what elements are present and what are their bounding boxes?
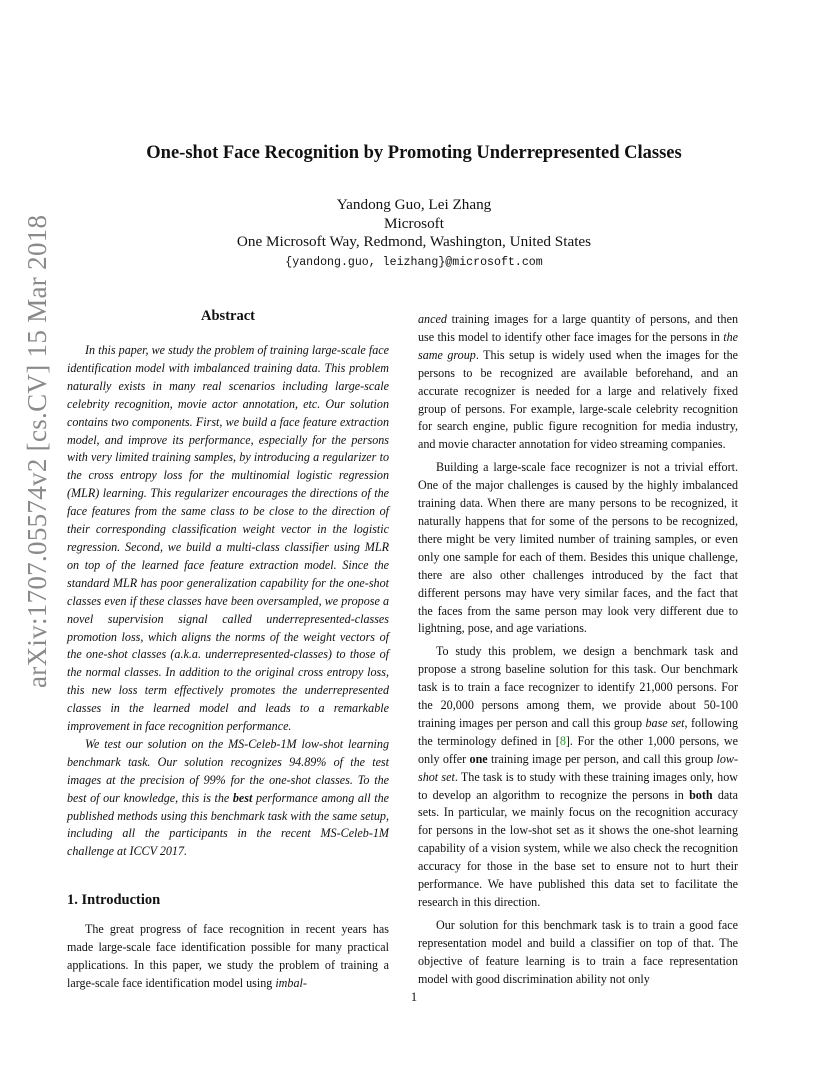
author-affiliation: Microsoft (384, 214, 444, 232)
abstract-paragraph-2: We test our solution on the MS-Celeb-1M low-shot learning benchmark task. Our solution recognizes 94.89% of the test images at the precision of 99% for the one-shot classes. To the best of our knowledge, this is the best performance among all the published methods using this benchmark task with the same setup, including all the participants in the recent MS-Celeb-1M challenge at ICCV 2017. (67, 736, 389, 859)
abstract-heading: Abstract (201, 308, 255, 324)
author-email: {yandong.guo, leizhang}@microsoft.com (285, 256, 543, 269)
citation-link[interactable]: 8 (559, 733, 566, 748)
abstract (67, 306, 389, 861)
intro-paragraph-1: The great progress of face recognition in recent years has made large-scale face identification possible for many practical applications. In this paper, we study the problem of training a large-scale face identification model using imbal- (67, 922, 389, 990)
author-block (0, 196, 828, 252)
paper-title: One-shot Face Recognition by Promoting Underrepresented Classes (146, 143, 682, 163)
page-number: 1 (410, 990, 418, 1004)
left-column (67, 306, 389, 993)
intro-paragraph-1-continued: anced training images for a large quantity of persons, and then use this model to identify other face images for the persons in the same group. This setup is widely used when the images for the persons to be recognized are available beforehand, and an accurate recognizer is needed for a large and relatively fixed group of persons. For example, large-scale celebrity recognition for search engine, public figure recognition for media industry, and movie character annotation for video streaming companies. (418, 312, 738, 452)
author-names: Yandong Guo, Lei Zhang (336, 196, 492, 213)
author-address: One Microsoft Way, Redmond, Washington, United States (236, 233, 592, 250)
intro-paragraph-2: Building a large-scale face recognizer is not a trivial effort. One of the major challenges is caused by the highly imbalanced training data. When there are many persons to be recognized, it naturally happens that for some of the persons to be recognized, there might be very limited number of training samples, or even only one sample for each of them. Besides this unique challenge, there are also other challenges introduced by the fact that different persons may have very similar faces, and the fact that the faces from the same person may look very different due to lightning, pose, and age variations. (418, 460, 738, 636)
intro-paragraph-4: Our solution for this benchmark task is to train a good face representation model and build a classifier on top of that. The objective of feature learning is to train a face representation model with good discrimination ability not only (418, 917, 738, 986)
intro-paragraph-3: To study this problem, we design a benchmark task and propose a strong baseline solution for this task. Our benchmark task is to train a face recognizer to identify 21,000 persons. For the 20,000 persons among them, we provide about 50-100 training images per person and call this group base set, following the terminology defined in [8]. For the other 1,000 persons, we only offer one training image per person, and call this group low-shot set. The task is to study with these training images only, how to develop an algorithm to recognize the persons in both data sets. In particular, we mainly focus on the recognition accuracy for persons in the low-shot set as it shows the one-shot learning capability of a vision system, while we also check the recognition accuracy for those in the base set to ensure not to hurt their performance. We have published this data set to facilitate the research in this direction. (418, 644, 739, 909)
abstract-paragraph-1: In this paper, we study the problem of training large-scale face identification model with imbalanced training data. This problem naturally exists in many real scenarios including large-scale celebrity recognition, movie actor annotation, etc. Our solution contains two components. First, we build a face feature extraction model, and improve its performance, especially for the persons with very limited training samples, by introducing a regularizer to the cross entropy loss for the multinomial logistic regression (MLR) learning. This regularizer encourages the directions of the face features from the same class to be close to the direction of their corresponding classification weight vector in the logistic regression. Second, we build a multi-class classifier using MLR on top of the learned face feature extraction model. Since the standard MLR has poor generalization capability for the one-shot classes even if these classes have been oversampled, we propose a novel supervision signal called underrepresented-classes promotion loss, which aligns the norms of the weight vectors of the one-shot classes (a.k.a. underrepresented-classes) to those of the normal classes. In addition to the original cross entropy loss, this new loss term effectively promotes the underrepresented classes in the learned model and leads to a remarkable improvement in face recognition performance. (67, 343, 389, 734)
arxiv-identifier: arXiv:1707.05574v2 [cs.CV] 15 Mar 2018 (22, 214, 52, 688)
right-column (418, 311, 738, 989)
section-heading-introduction: 1. Introduction (67, 892, 161, 909)
